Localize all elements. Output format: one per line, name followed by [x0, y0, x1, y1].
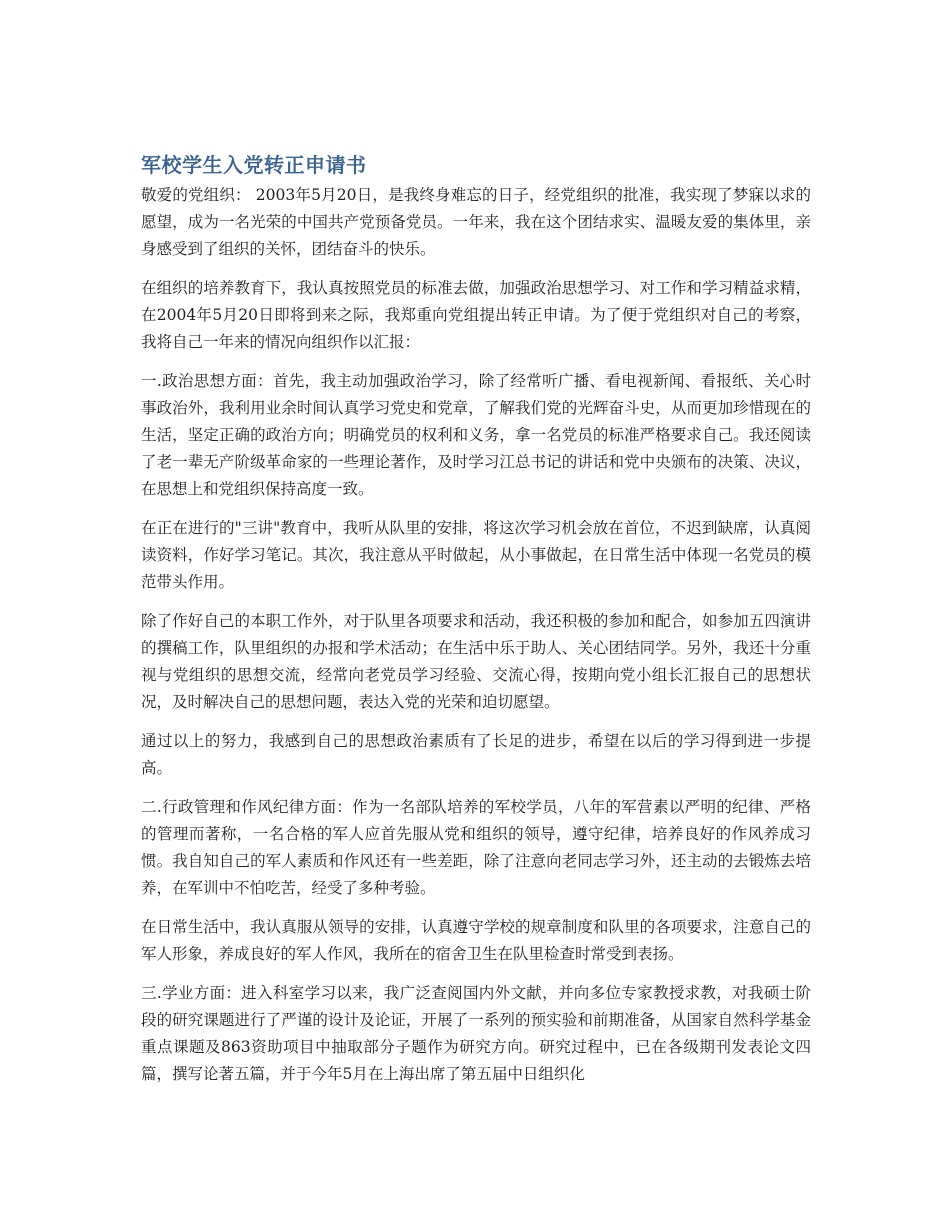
paragraph-progress: 通过以上的努力，我感到自己的思想政治素质有了长足的进步，希望在以后的学习得到进一步提高。	[141, 732, 811, 777]
document-title: 军校学生入党转正申请书	[141, 153, 367, 177]
paragraph-application: 在组织的培养教育下，我认真按照党员的标准去做，加强政治思想学习、对工作和学习精益求精，在2004年5月20日即将到来之际，我郑重向党组提出转正申请。为了便于党组织对自己的考察，我将自己一年来的情况向组织作以汇报：	[141, 279, 811, 351]
paragraph-activities: 除了作好自己的本职工作外，对于队里各项要求和活动，我还积极的参加和配合，如参加五四演讲的撰稿工作，队里组织的办报和学术活动；在生活中乐于助人、关心团结同学。另外，我还十分重视与党组织的思想交流，经常向老党员学习经验、交流心得，按期向党小组长汇报自己的思想状况，及时解决自己的思想问题，表达入党的光荣和迫切愿望。	[141, 612, 811, 711]
paragraph-three-emphases: 在正在进行的"三讲"教育中，我听从队里的安排，将这次学习机会放在首位，不迟到缺席，认真阅读资料，作好学习笔记。其次，我注意从平时做起，从小事做起，在日常生活中体现一名党员的模范带头作用。	[141, 519, 811, 591]
paragraph-political-thought: 一.政治思想方面：首先，我主动加强政治学习，除了经常听广播、看电视新闻、看报纸、关心时事政治外，我利用业余时间认真学习党史和党章，了解我们党的光辉奋斗史，从而更加珍惜现在的生活，坚定正确的政治方向；明确党员的权利和义务，拿一名党员的标准严格要求自己。我还阅读了老一辈无产阶级革命家的一些理论著作，及时学习江总书记的讲话和党中央颁布的决策、决议，在思想上和党组织保持高度一致。	[141, 372, 811, 498]
document-body	[141, 150, 811, 1100]
paragraph-daily-life: 在日常生活中，我认真服从领导的安排，认真遵守学校的规章制度和队里的各项要求，注意自己的军人形象，养成良好的军人作风，我所在的宿舍卫生在队里检查时常受到表扬。	[141, 918, 811, 963]
paragraph-salutation-intro: 敬爱的党组织： 2003年5月20日，是我终身难忘的日子，经党组织的批准，我实现了梦寐以求的愿望，成为一名光荣的中国共产党预备党员。一年来，我在这个团结求实、温暖友爱的集体里，亲身感受到了组织的关怀，团结奋斗的快乐。	[141, 186, 811, 258]
paragraph-discipline: 二.行政管理和作风纪律方面：作为一名部队培养的军校学员，八年的军营素以严明的纪律、严格的管理而著称，一名合格的军人应首先服从党和组织的领导，遵守纪律，培养良好的作风养成习惯。我自知自己的军人素质和作风还有一些差距，除了注意向老同志学习外，还主动的去锻炼去培养，在军训中不怕吃苦，经受了多种考验。	[141, 798, 811, 897]
paragraph-academics: 三.学业方面：进入科室学习以来，我广泛查阅国内外文献，并向多位专家教授求教，对我硕士阶段的研究课题进行了严谨的设计及论证，开展了一系列的预实验和前期准备，从国家自然科学基金重点课题及863资助项目中抽取部分子题作为研究方向。研究过程中，已在各级期刊发表论文四篇，撰写论著五篇，并于今年5月在上海出席了第五届中日组织化	[141, 984, 811, 1083]
